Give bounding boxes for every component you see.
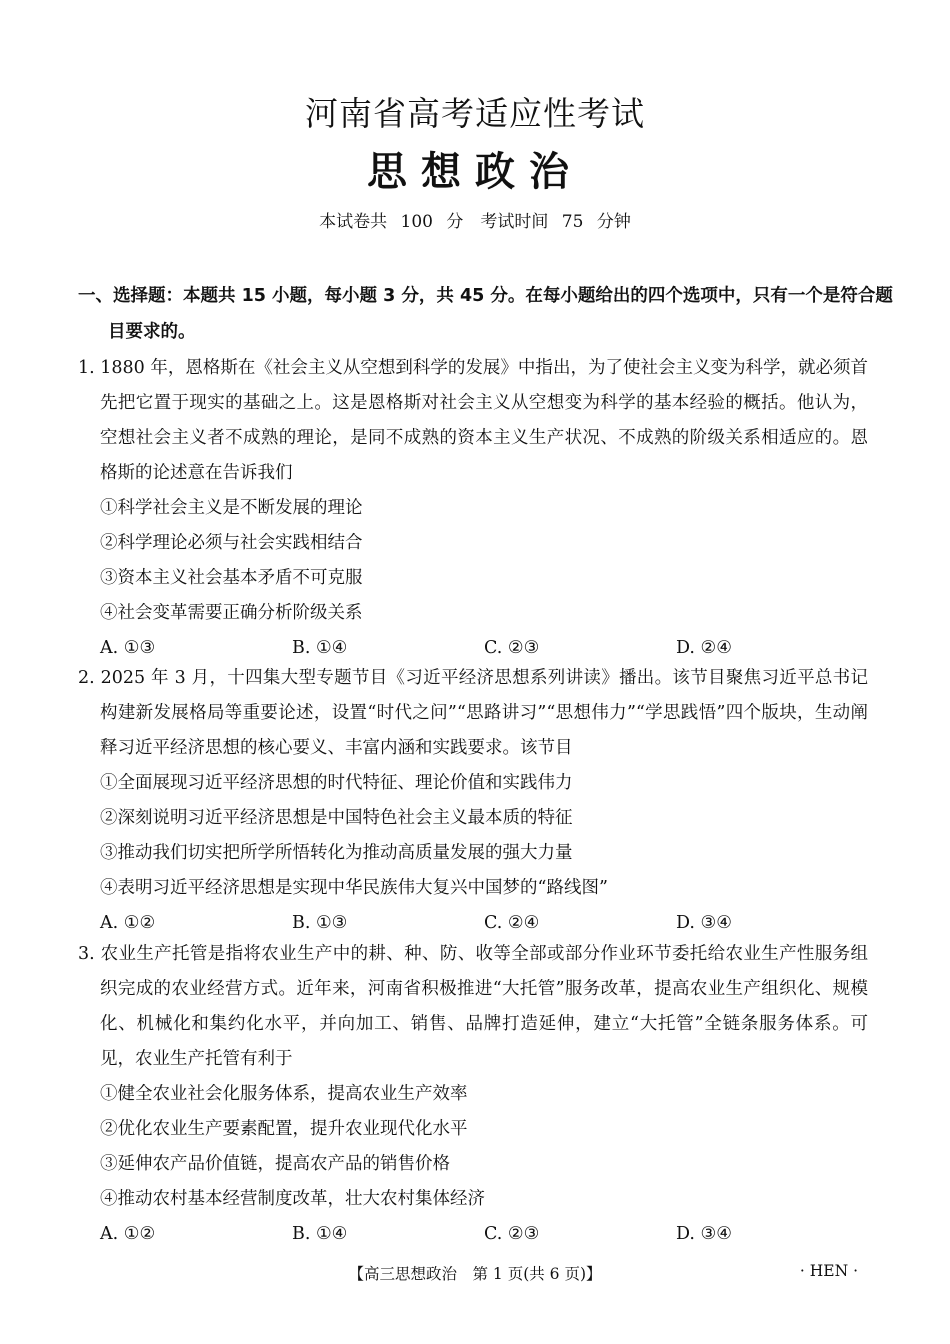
statement-option: ③资本主义社会基本矛盾不可克服 [100,568,363,588]
statement-option: ②深刻说明习近平经济思想是中国特色社会主义最本质的特征 [100,808,573,828]
statement-option: ④推动农村基本经营制度改革，壮大农村集体经济 [100,1189,485,1209]
question-2 [78,661,868,941]
choice-a[interactable]: A. ①② [100,1224,156,1244]
question-1 [78,351,868,666]
subject-title: 思想政治 [367,149,583,195]
answer-choices [78,906,868,941]
question-stem: 1. 1880 年，恩格斯在《社会主义从空想到科学的发展》中指出，为了使社会主义变为科学，就必须首先把它置于现实的基础之上。这是恩格斯对社会主义从空想变为科学的基本经验的概括。他认为，空想社会主义者不成熟的理论，是同不成熟的资本主义生产状况、不成熟的阶级关系相适应的。恩格斯的论述意在告诉我们 [78,358,868,483]
statement-option: ③推动我们切实把所学所悟转化为推动高质量发展的强大力量 [100,843,573,863]
choice-c[interactable]: C. ②④ [484,913,540,933]
statement-option: ①健全农业社会化服务体系，提高农业生产效率 [100,1084,468,1104]
choice-a[interactable]: A. ①② [100,913,156,933]
choice-b[interactable]: B. ①④ [292,638,348,658]
page-footer: 【高三思想政治 第 1 页(共 6 页)】 [348,1265,602,1283]
statement-option: ①全面展现习近平经济思想的时代特征、理论价值和实践伟力 [100,773,573,793]
choice-a[interactable]: A. ①③ [100,638,156,658]
choice-d[interactable]: D. ③④ [676,1224,732,1244]
answer-choices [78,1217,868,1252]
choice-d[interactable]: D. ②④ [676,638,732,658]
question-stem: 3. 农业生产托管是指将农业生产中的耕、种、防、收等全部或部分作业环节委托给农业生产性服务组织完成的农业经营方式。近年来，河南省积极推进“大托管”服务改革，提高农业生产组织化、规模化、机械化和集约化水平，并向加工、销售、品牌打造延伸，建立“大托管”全链条服务体系。可见，农业生产托管有利于 [78,944,868,1069]
statement-option: ②优化农业生产要素配置，提升农业现代化水平 [100,1119,468,1139]
exam-code: · HEN · [799,1262,858,1280]
section-heading: 一、选择题：本题共 15 小题，每小题 3 分，共 45 分。在每小题给出的四个选项中，只有一个是符合题目要求的。 [78,286,893,342]
exam-title: 河南省高考适应性考试 [305,94,645,133]
statement-option: ④社会变革需要正确分析阶级关系 [100,603,363,623]
question-stem: 2. 2025 年 3 月，十四集大型专题节目《习近平经济思想系列讲读》播出。该节目聚焦习近平总书记构建新发展格局等重要论述，设置“时代之问”“思路讲习”“思想伟力”“学思践悟”四个版块，生动阐释习近平经济思想的核心要义、丰富内涵和实践要求。该节目 [78,668,868,758]
statement-option: ③延伸农产品价值链，提高农产品的销售价格 [100,1154,450,1174]
choice-d[interactable]: D. ③④ [676,913,732,933]
question-3 [78,937,868,1252]
choice-c[interactable]: C. ②③ [484,1224,540,1244]
exam-info: 本试卷共 100 分 考试时间 75 分钟 [319,212,631,232]
statement-option: ②科学理论必须与社会实践相结合 [100,533,363,553]
choice-b[interactable]: B. ①③ [292,913,348,933]
choice-b[interactable]: B. ①④ [292,1224,348,1244]
choice-c[interactable]: C. ②③ [484,638,540,658]
statement-option: ④表明习近平经济思想是实现中华民族伟大复兴中国梦的“路线图” [100,878,608,898]
statement-option: ①科学社会主义是不断发展的理论 [100,498,363,518]
